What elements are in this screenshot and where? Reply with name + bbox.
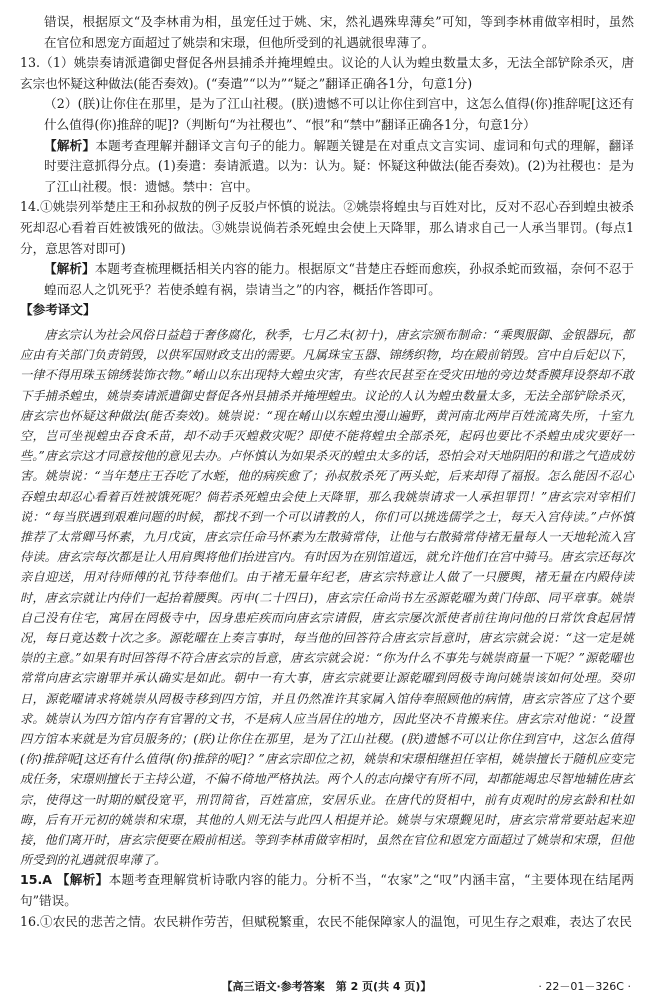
q13-analysis: [20, 136, 634, 198]
q16-answer: 16.①农民的悲苦之情。农民耕作劳苦，但赋税繁重，农民不能保障家人的温饱，可见生存之艰难，表达了农民: [20, 913, 632, 929]
q15-answer: [20, 870, 634, 911]
footer-title: 【高三语文·参考答案 第 2 页(共 4 页)】: [221, 980, 432, 993]
reference-translation-text: 唐玄宗认为社会风俗日益趋于奢侈腐化，秋季，七月乙未(初十)，唐玄宗颁布制命：“乘舆服御、金银器玩，都应由有关部门负责销毁，以供军国财政支出的需要。凡属珠宝玉器、锦绣织物，均在殿前销毁。宫中自后妃以下，一律不得用珠玉锦绣装饰衣物。”崤山以东出现特大蝗虫灾害，有些农民甚至在受灾田地的旁边焚香膜拜设祭却不敢下手捕杀蝗虫，姚崇奏请派遣御史督促各州县捕杀并掩埋蝗虫。议论的人认为蝗虫数量太多，无法全部铲除杀灭，唐玄宗也怀疑这种做法(能否奏效)。姚崇说：“现在崤山以东蝗虫漫山遍野，黄河南北两岸百姓流离失所，十室九空，岂可坐视蝗虫吞食禾苗，却不动手灭蝗救灾呢？即使不能将蝗虫全部杀死，起码也要比不杀蝗虫成灾要好一些。”唐玄宗这才同意按他的意见去办。卢怀慎认为如果杀灭的蝗虫太多的话，恐怕会对天地阴阳的和谐之气造成妨害。姚崇说：“当年楚庄王吞吃了水蛭，他的病疾愈了；孙叔敖杀死了两头蛇，后来却得了福报。怎么能因不忍心吞蝗虫却忍心看着百姓被饿死呢？倘若杀死蝗虫会使上天降罪，那么我姚崇请求一人承担罪罚！”唐玄宗对宰相们说：“每当朕遇到艰难问题的时候，都找不到一个可以请教的人，你们可以挑选儒学之士，每天入宫侍读。”卢怀慎推荐了太常卿马怀素，九月戊寅，唐玄宗任命马怀素为左散骑常侍，让他与右散骑常侍褚无量每人一天地轮流入宫侍读。唐玄宗每次都是让人用肩舆将他们抬进宫内。有时因为在别馆道远，就允许他们在宫中骑马。唐玄宗还每次亲自迎送，用对待师傅的礼节待奉他们。由于褚无量年纪老，唐玄宗特意让人做了一只腰舆，褚无量在内殿侍读时，唐玄宗就让内侍们一起抬着腰舆。丙申(二十四日)，唐玄宗任命尚书左丞源乾曜为黄门侍郎、同平章事。姚崇自己没有住宅，寓居在罔极寺中，因身患疟疾而向唐玄宗请假，唐玄宗屡次派使者前往询问他的日常饮食起居情况，每日竟达数十次之多。源乾曜在上奏言事时，每当他的回答符合唐玄宗旨意时，唐玄宗就会说：“这一定是姚崇的主意。”如果有时回答得不符合唐玄宗的旨意，唐玄宗就会说：“你为什么不事先与姚崇商量一下呢？”源乾曜也常常向唐玄宗谢罪并承认确实是如此。朝中一有大事，唐玄宗就要让源乾曜到罔极寺询问姚崇该如何处理。癸卯日，源乾曜请求将姚崇从罔极寺移到四方馆，并且仍然准许其家属入馆侍奉照顾他的病情，唐玄宗答应了这个要求。姚崇认为四方馆内存有官署的文书，不是病人应当居住的地方，因此坚决不肯搬来住。唐玄宗对他说：“设置四方馆本来就是为官员服务的；(朕)让你住在那里，是为了江山社稷。(朕)遗憾不可以让你住到宫中，这怎么值得(你)推辞呢[这还有什么值得(你)推辞的呢]？”唐玄宗即位之初，姚崇和宋璟相继担任宰相，姚崇擅长于随机应变完成任务，宋璟则擅长于主持公道，不偏不倚地严格执法。两个人的志向操守有所不同，却都能竭忠尽智地辅佐唐玄宗，使得这一时期的赋役宽平，刑罚简省，百姓富庶，安居乐业。在唐代的贤相中，前有贞观时的房玄龄和杜如晦，后有开元初的姚崇和宋璟，其他的人则无法与此四人相提并论。姚崇与宋璟觐见时，唐玄宗常常要站起来迎接，他们离开时，唐玄宗便要在殿前相送。等到李林甫做宰相时，虽然在官位和恩宠方面超过了姚崇和宋璟，但他所受到的礼遇就很卑薄了。: [20, 327, 634, 868]
q13-answer-2: （2）(朕)让你住在那里，是为了江山社稷。(朕)遗憾不可以让你住到宫中，这怎么值得(你)推辞呢[这还有什么值得(你)推辞的呢]?（判断句“为社稷也”、“恨”和“禁中”翻译正确各1分，句意1分）: [44, 96, 634, 132]
answer-text: 本题考查理解赏析诗歌内容的能力。分析不当，“农家”之“叹”内涵丰富，“主要体现在结尾两句”错误。: [20, 872, 634, 908]
page-body: [20, 12, 634, 932]
analysis-tag: 【解析】: [44, 261, 95, 277]
section-heading: 【参考译文】: [20, 302, 96, 318]
q13-answer-1: 13.（1）姚崇奏请派遣御史督促各州县捕杀并掩埋蝗虫。议论的人认为蝗虫数量太多，无法全部铲除杀灭，唐玄宗也怀疑这种做法(能否奏效)。(“奏遣”“以为”“疑之”翻译正确各1分，句意1分): [20, 55, 634, 91]
page-footer: [0, 976, 653, 996]
analysis-text: 本题考查梳理概括相关内容的能力。根据原文“昔楚庄吞蛭而愈疾，孙叔杀蛇而致福，奈何不忍于蝗而忍人之饥死乎？若使杀蝗有祸，崇请当之”的内容，概括作答即可。: [44, 261, 634, 297]
continuation-paragraph: 错误，根据原文“及李林甫为相，虽宠任过于姚、宋，然礼遇殊卑薄矣”可知，等到李林甫做宰相时，虽然在官位和恩宠方面超过了姚崇和宋璟，但他所受到的礼遇就很卑薄了。: [44, 14, 634, 50]
analysis-tag: 【解析】: [44, 137, 96, 153]
footer-code: · 22－01－326C ·: [538, 980, 631, 993]
analysis-text: 本题考查理解并翻译文言句子的能力。解题关键是在对重点文言实词、虚词和句式的理解，翻译时要注意抓得分点。(1)奏遣：奏请派遣。以为：认为。疑：怀疑这种做法(能否奏效)。(2)为社稷也：是为了江山社稷。恨：遗憾。禁中：宫中。: [44, 137, 635, 194]
reference-translation-title: [20, 300, 634, 321]
answer-tag: 15.A 【解析】: [20, 872, 109, 888]
q14-analysis: [20, 259, 634, 300]
q14-answer: 14.①姚崇列举楚庄王和孙叔敖的例子反驳卢怀慎的说法。②姚崇将蝗虫与百姓对比，反对不忍心吞到蝗虫被杀死却忍心看着百姓被饿死的做法。③姚崇说倘若杀死蝗虫会使上天降罪，那么请求自己一人承当罪罚。(每点1分，意思答对即可): [20, 199, 634, 256]
